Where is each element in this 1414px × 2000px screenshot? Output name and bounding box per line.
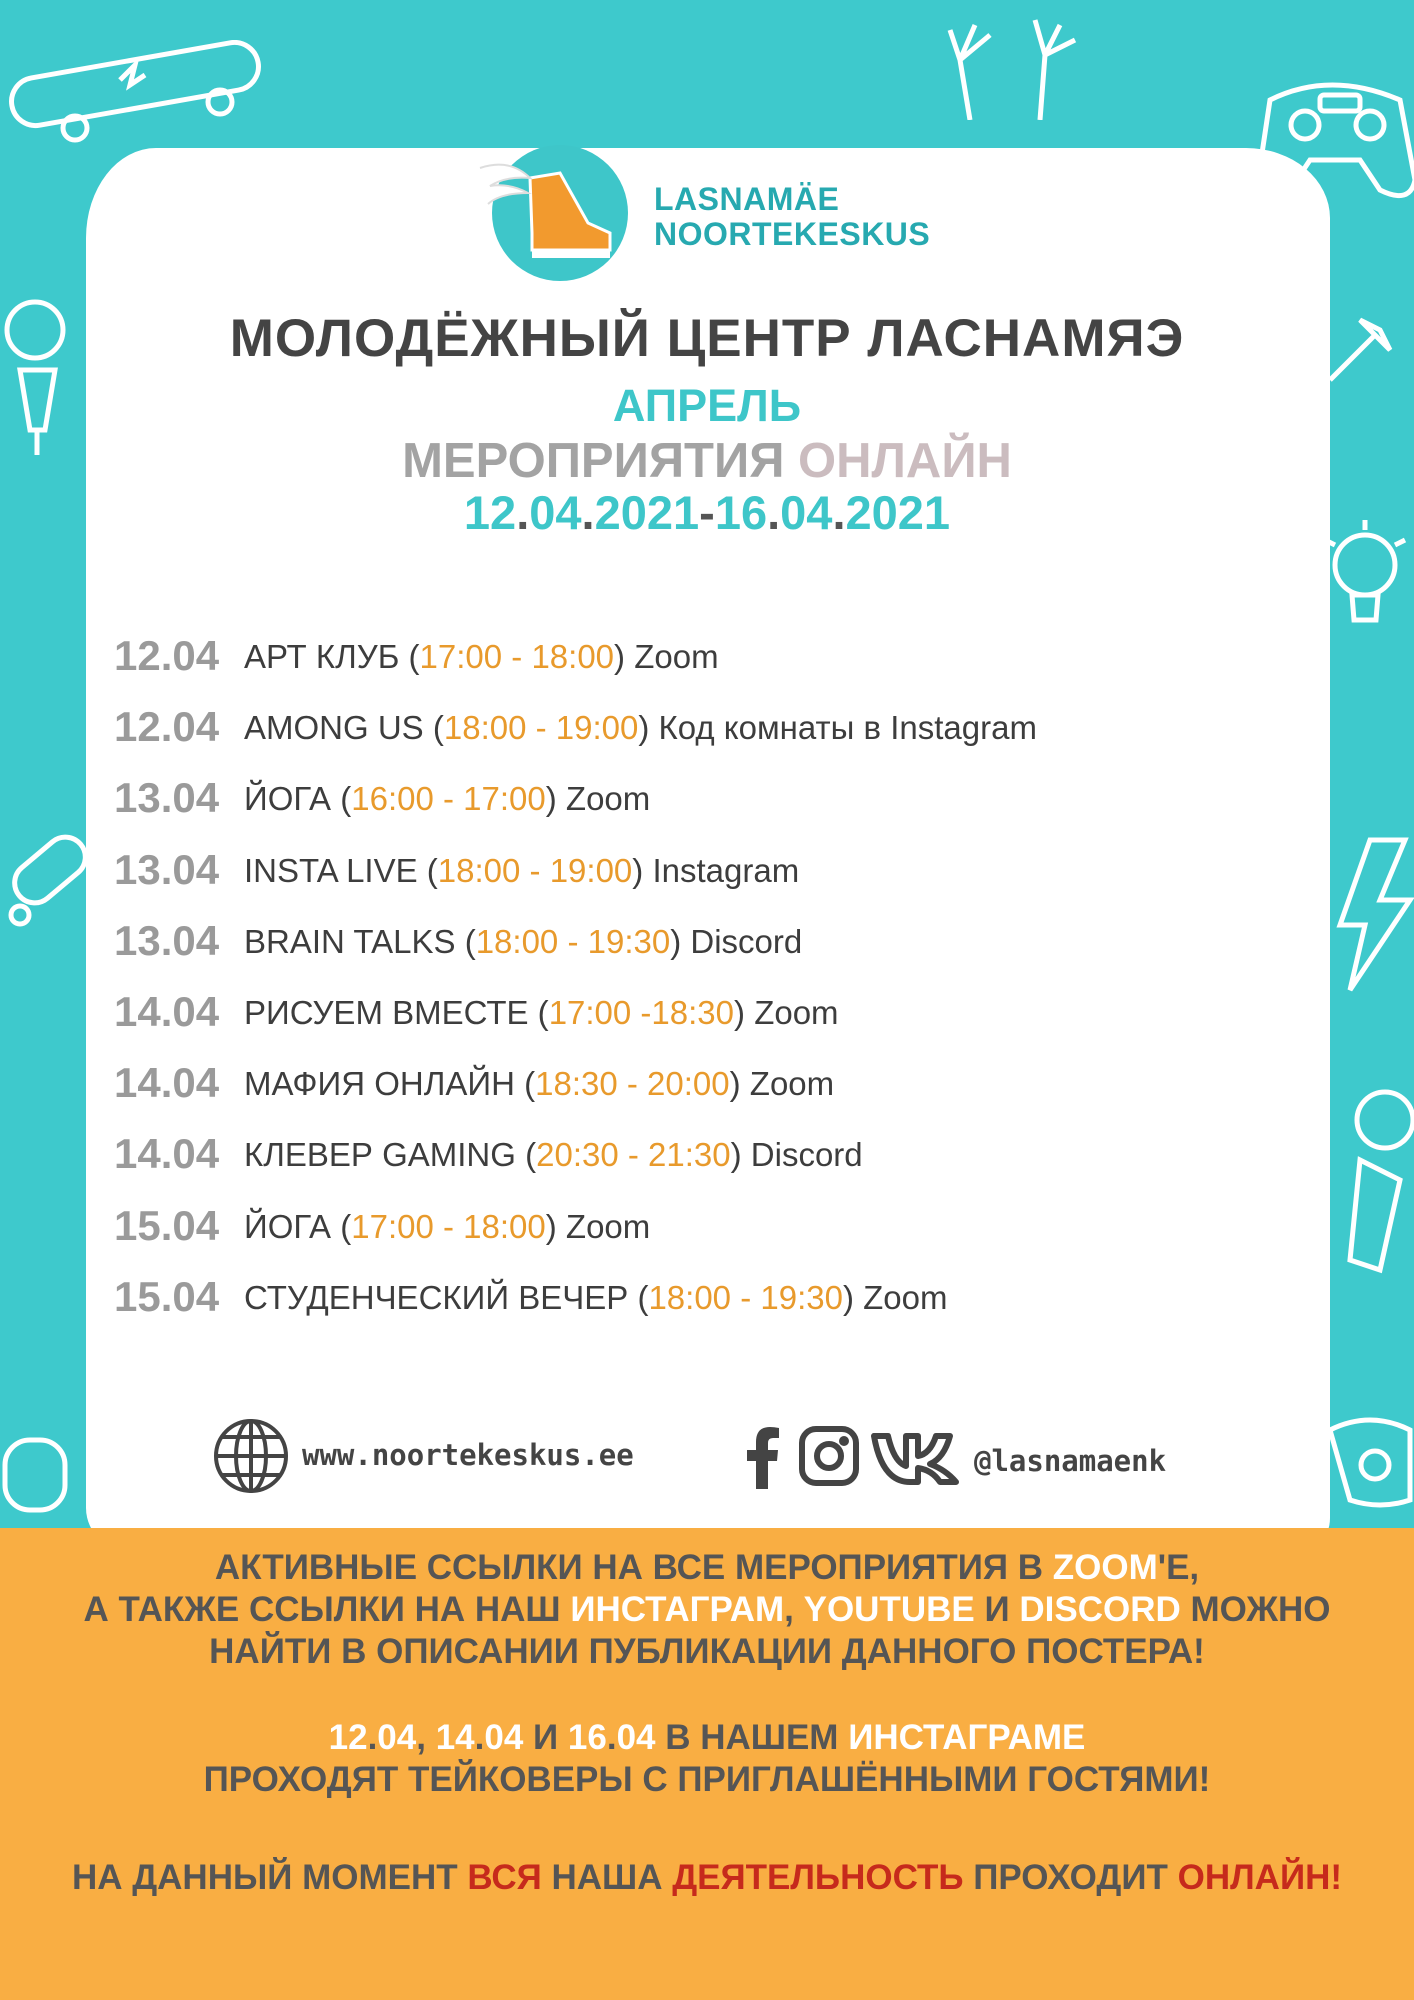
globe-icon: [212, 1417, 290, 1499]
event-time: 17:00 - 18:00: [351, 1207, 546, 1245]
event-platform: Discord: [690, 922, 803, 960]
zoom-highlight: ZOOM: [1052, 1548, 1158, 1587]
event-date: 14.04: [114, 987, 220, 1035]
info-line-6: [0, 1858, 1414, 1898]
info-text: ,: [784, 1590, 804, 1629]
event-time: 16:00 - 17:00: [351, 780, 546, 818]
event-time: 17:00 - 18:00: [419, 638, 615, 675]
month-label: АПРЕЛЬ: [612, 380, 802, 431]
event-platform: Zoom: [863, 1278, 948, 1316]
event-name: АРТ КЛУБ: [244, 638, 400, 675]
all-highlight: ВСЯ: [467, 1858, 542, 1897]
info-text: ПРОХОДИТ: [963, 1858, 1178, 1897]
lightning-icon: [1330, 830, 1414, 1000]
date-range-end-day: 16: [714, 486, 768, 539]
schedule-row: [114, 1202, 1294, 1273]
takeover-month: 04: [377, 1718, 417, 1757]
discord-highlight: DISCORD: [1019, 1590, 1181, 1629]
date-range-start-year: 2021: [594, 486, 700, 539]
event-text: AMONG US (18:00 - 19:00) Код комнаты в Instagram: [244, 709, 1037, 747]
event-name: ЙОГА: [244, 1207, 332, 1245]
page-title: МОЛОДЁЖНЫЙ ЦЕНТР ЛАСНАМЯЭ: [229, 309, 1185, 368]
takeover-month: 04: [616, 1718, 656, 1757]
online-label: ОНЛАЙН: [798, 434, 1012, 488]
schedule-row: [114, 632, 1294, 703]
event-date: 15.04: [114, 1201, 220, 1249]
schedule-row: [114, 1059, 1294, 1130]
info-text: МОЖНО: [1180, 1590, 1331, 1629]
instagram-highlight: ИНСТАГРАМЕ: [848, 1718, 1086, 1757]
event-text: РИСУЕМ ВМЕСТЕ (17:00 -18:30) Zoom: [244, 993, 839, 1031]
info-text: 'Е,: [1157, 1548, 1200, 1587]
kendama-icon: [1330, 1080, 1414, 1280]
info-text: И: [523, 1718, 568, 1757]
event-platform: Zoom: [634, 638, 719, 675]
event-name: РИСУЕМ ВМЕСТЕ: [244, 993, 529, 1031]
instagram-highlight: ИНСТАГРАМ: [570, 1590, 785, 1629]
activity-highlight: ДЕЯТЕЛЬНОСТЬ: [672, 1858, 964, 1897]
schedule-row: [114, 1130, 1294, 1201]
date-range-end-month: 04: [780, 486, 833, 539]
info-text: ,: [416, 1718, 436, 1757]
event-time: 18:00 - 19:30: [475, 922, 671, 960]
date-range-end-year: 2021: [845, 486, 951, 539]
info-panel: [0, 1528, 1414, 2000]
info-text: И: [974, 1590, 1020, 1629]
event-platform: Zoom: [565, 780, 651, 818]
takeover-day: 16: [567, 1718, 607, 1757]
event-platform: Discord: [750, 1136, 863, 1174]
event-date: 12.04: [114, 632, 220, 679]
event-name: СТУДЕНЧЕСКИЙ ВЕЧЕР: [244, 1278, 629, 1316]
event-name: МАФИЯ ОНЛАЙН: [244, 1065, 515, 1103]
event-time: 18:00 - 19:30: [648, 1278, 843, 1316]
event-date: 14.04: [114, 1130, 220, 1178]
event-text: BRAIN TALKS (18:00 - 19:30) Discord: [244, 922, 803, 960]
logo-line-2: NOORTEKESKUS: [654, 216, 931, 252]
event-platform: Код комнаты в Instagram: [658, 709, 1037, 747]
schedule-row: [114, 917, 1294, 988]
facebook-icon[interactable]: [746, 1425, 780, 1493]
events-heading: [0, 433, 1414, 489]
info-line-3: НАЙТИ В ОПИСАНИИ ПУБЛИКАЦИИ ДАННОГО ПОСТЕРА!: [209, 1632, 1205, 1671]
event-name: BRAIN TALKS: [244, 922, 456, 960]
event-text: ЙОГА (16:00 - 17:00) Zoom: [244, 780, 651, 818]
event-date: 13.04: [114, 916, 220, 964]
hands-icon: [930, 10, 1090, 120]
logo-text: [654, 182, 930, 252]
schedule-row: [114, 774, 1294, 845]
event-time: 18:00 - 19:00: [443, 709, 639, 747]
event-platform: Instagram: [652, 851, 800, 889]
skateboard-icon: [0, 1420, 70, 1530]
event-time: 17:00 -18:30: [548, 993, 735, 1031]
event-date: 13.04: [114, 845, 220, 893]
date-range-start-day: 12: [463, 486, 517, 539]
schedule-row: [114, 703, 1294, 774]
event-time: 18:00 - 19:00: [437, 851, 633, 889]
social-handle[interactable]: @lasnamaenk: [974, 1444, 1167, 1478]
info-text: !: [1330, 1858, 1343, 1897]
event-platform: Zoom: [754, 993, 839, 1031]
skateboard-icon: [0, 40, 270, 150]
info-text: НА ДАННЫЙ МОМЕНТ: [71, 1858, 468, 1897]
gamepad-icon: [1320, 1410, 1414, 1520]
event-date: 15.04: [114, 1272, 220, 1320]
event-platform: Zoom: [749, 1065, 835, 1103]
date-range-start-month: 04: [529, 486, 582, 539]
takeover-month: 04: [484, 1718, 524, 1757]
event-name: КЛЕВЕР GAMING: [244, 1136, 516, 1174]
event-name: ЙОГА: [244, 780, 332, 818]
logo-line-1: LASNAMÄE: [654, 181, 840, 217]
event-name: AMONG US: [244, 709, 424, 747]
event-text: INSTA LIVE (18:00 - 19:00) Instagram: [244, 851, 800, 889]
schedule-list: [114, 632, 1294, 1344]
info-line-2: [0, 1590, 1414, 1630]
event-text: ЙОГА (17:00 - 18:00) Zoom: [244, 1207, 651, 1245]
website-link[interactable]: www.noortekeskus.ee: [302, 1438, 634, 1472]
info-text: А ТАКЖЕ ССЫЛКИ НА НАШ: [83, 1590, 571, 1629]
vk-icon[interactable]: [870, 1430, 960, 1490]
events-label: МЕРОПРИЯТИЯ: [402, 434, 785, 488]
winged-sneaker-icon: [460, 138, 640, 288]
schedule-row: [114, 988, 1294, 1059]
info-text: НАША: [541, 1858, 673, 1897]
schedule-row: [114, 1273, 1294, 1344]
instagram-icon[interactable]: [798, 1425, 860, 1491]
event-text: СТУДЕНЧЕСКИЙ ВЕЧЕР (18:00 - 19:30) Zoom: [244, 1278, 948, 1316]
info-line-1: [0, 1548, 1414, 1588]
takeover-day: 12: [328, 1718, 368, 1757]
event-text: КЛЕВЕР GAMING (20:30 - 21:30) Discord: [244, 1136, 863, 1174]
takeover-day: 14: [435, 1718, 475, 1757]
event-platform: Zoom: [565, 1207, 651, 1245]
schedule-row: [114, 846, 1294, 917]
event-text: МАФИЯ ОНЛАЙН (18:30 - 20:00) Zoom: [244, 1065, 835, 1103]
event-text: АРТ КЛУБ (17:00 - 18:00) Zoom: [244, 638, 719, 675]
event-name: INSTA LIVE: [244, 851, 418, 889]
online-highlight: ОНЛАЙН: [1177, 1858, 1331, 1897]
info-text: АКТИВНЫЕ ССЫЛКИ НА ВСЕ МЕРОПРИЯТИЯ В: [214, 1548, 1053, 1587]
info-line-4: 12.04, 14.04 И 16.04 В НАШЕМ ИНСТАГРАМЕ: [328, 1718, 1086, 1757]
event-time: 20:30 - 21:30: [536, 1136, 731, 1174]
event-time: 18:30 - 20:00: [535, 1065, 730, 1103]
event-date: 14.04: [114, 1059, 220, 1107]
skateboard-icon: [0, 820, 100, 940]
info-text: В НАШЕМ: [655, 1718, 849, 1757]
event-date: 13.04: [114, 774, 220, 822]
date-range: 12.04.2021-16.04.2021: [463, 486, 951, 539]
event-date: 12.04: [114, 703, 220, 751]
info-line-5: ПРОХОДЯТ ТЕЙКОВЕРЫ С ПРИГЛАШЁННЫМИ ГОСТЯМИ!: [203, 1760, 1211, 1799]
youtube-highlight: YOUTUBE: [803, 1590, 975, 1629]
